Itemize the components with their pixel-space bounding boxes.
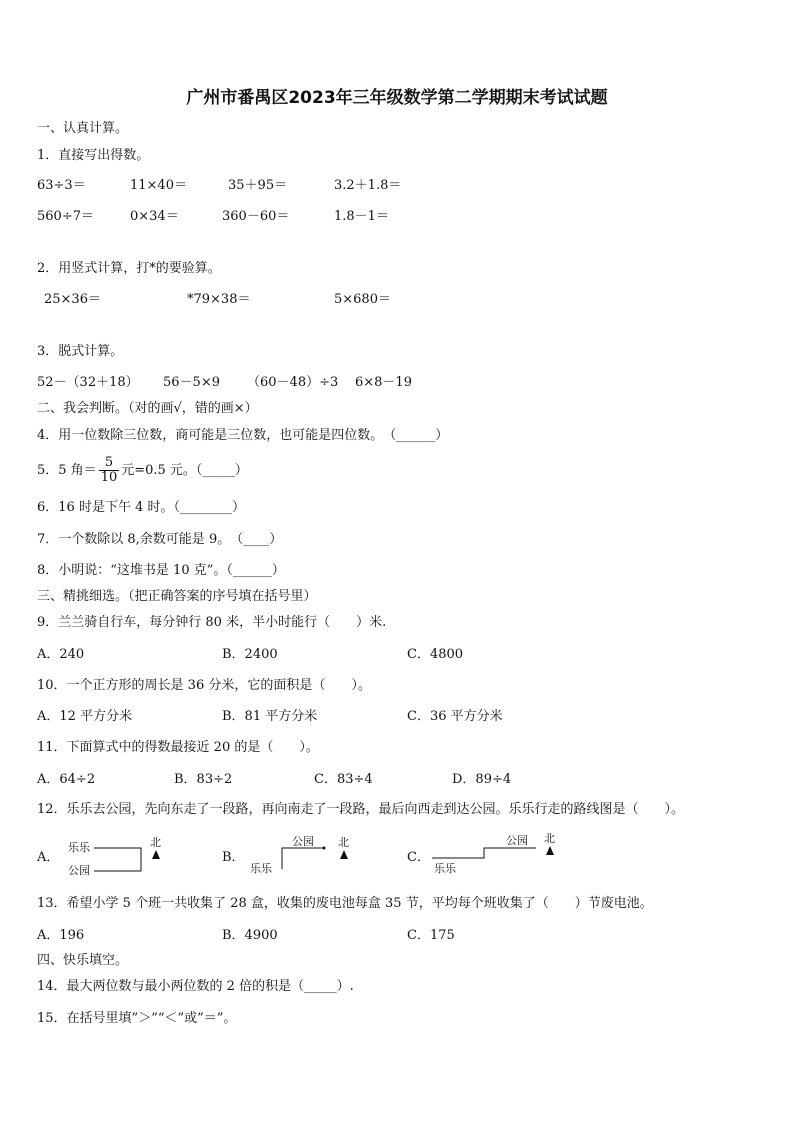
q13-option-a: A．196 xyxy=(37,928,85,943)
q2-item: 25×36＝ xyxy=(44,292,101,307)
q10-option-c: C．36 平方分米 xyxy=(407,709,503,724)
q1-item: 63÷3＝ xyxy=(37,178,86,193)
map-label-park: 公园 xyxy=(506,834,528,847)
q9-option-b: B．2400 xyxy=(222,647,278,662)
q2-item: 5×680＝ xyxy=(334,292,391,307)
q3-item: 52－（32＋18） xyxy=(37,375,139,390)
question-6: 6．16 时是下午 4 时。（________） xyxy=(37,500,245,515)
q12-map-b xyxy=(248,830,358,876)
question-1-label: 1．直接写出得数。 xyxy=(37,148,150,163)
q3-item: 56－5×9 xyxy=(163,375,220,390)
q12-option-b: B． xyxy=(222,850,245,865)
q3-item: （60－48）÷3 xyxy=(247,375,339,390)
q11-option-b: B．83÷2 xyxy=(174,772,233,787)
q10-option-a: A．12 平方分米 xyxy=(37,709,133,724)
north-arrow-icon xyxy=(546,846,554,855)
map-label-home: 乐乐 xyxy=(250,862,272,875)
map-label-north: 北 xyxy=(544,832,555,845)
fraction-numerator: 5 xyxy=(99,456,120,471)
q11-option-c: C．83÷4 xyxy=(314,772,373,787)
q1-item: 360－60＝ xyxy=(222,209,290,224)
q12-map-a xyxy=(66,834,171,878)
section-heading-3: 三、精挑细选。（把正确答案的序号填在括号里） xyxy=(37,589,317,604)
q12-map-c xyxy=(432,830,564,876)
q11-option-a: A．64÷2 xyxy=(37,772,96,787)
q1-item: 3.2＋1.8＝ xyxy=(334,178,402,193)
question-4: 4．用一位数除三位数，商可能是三位数，也可能是四位数。 （______） xyxy=(37,428,449,443)
map-label-park: 公园 xyxy=(292,835,314,848)
route-line xyxy=(94,848,141,871)
q1-item: 560÷7＝ xyxy=(37,209,94,224)
q10-option-b: B．81 平方分米 xyxy=(222,709,318,724)
map-label-home: 乐乐 xyxy=(434,862,456,875)
question-7: 7．一个数除以 8,余数可能是 9。 （____） xyxy=(37,532,283,547)
q9-option-a: A．240 xyxy=(37,647,85,662)
map-label-home: 乐乐 xyxy=(68,841,90,854)
fraction-denominator: 10 xyxy=(100,470,118,485)
north-arrow-icon xyxy=(340,850,348,859)
q12-option-a: A． xyxy=(37,850,60,865)
section-heading-2: 二、我会判断。（对的画√，错的画×） xyxy=(37,401,258,416)
question-2-label: 2．用竖式计算，打*的要验算。 xyxy=(37,261,221,276)
q9-option-c: C．4800 xyxy=(407,647,464,662)
map-label-park: 公园 xyxy=(68,864,90,877)
q5-suffix: 元=0.5 元。（_____） xyxy=(121,463,248,478)
question-10-stem: 10．一个正方形的周长是 36 分米，它的面积是（ ）。 xyxy=(37,678,371,693)
section-heading-4: 四、快乐填空。 xyxy=(37,953,129,968)
q13-option-c: C．175 xyxy=(407,928,455,943)
route-line xyxy=(432,848,536,858)
fraction xyxy=(99,456,120,485)
map-label-north: 北 xyxy=(338,836,349,849)
section-heading-1: 一、认真计算。 xyxy=(37,121,129,136)
question-13-stem: 13．希望小学 5 个班一共收集了 28 盒，收集的废电池每盒 35 节，平均每个班收集了（ ）节废电池。 xyxy=(37,896,653,911)
q1-item: 0×34＝ xyxy=(130,209,179,224)
route-line xyxy=(282,848,324,869)
q1-item: 11×40＝ xyxy=(130,178,187,193)
question-3-label: 3．脱式计算。 xyxy=(37,344,124,359)
q3-item: 6×8－19 xyxy=(355,375,412,390)
q12-option-c: C． xyxy=(407,850,430,865)
question-9-stem: 9．兰兰骑自行车，每分钟行 80 米，半小时能行（ ）米. xyxy=(37,615,387,630)
route-end-dot xyxy=(323,847,326,850)
question-14: 14．最大两位数与最小两位数的 2 倍的积是（_____）. xyxy=(37,979,354,994)
q11-option-d: D．89÷4 xyxy=(452,772,512,787)
question-8: 8．小明说：“这堆书是 10 克”。（______） xyxy=(37,563,285,578)
question-15: 15．在括号里填”＞”“＜”或”＝”。 xyxy=(37,1011,237,1026)
q5-prefix: 5．5 角＝ xyxy=(37,463,97,478)
north-arrow-icon xyxy=(152,850,160,859)
q13-option-b: B．4900 xyxy=(222,928,278,943)
question-12-stem: 12．乐乐去公园，先向东走了一段路，再向南走了一段路，最后向西走到达公园。乐乐行走的路线图是（ ）。 xyxy=(37,802,685,817)
q1-item: 35＋95＝ xyxy=(228,178,288,193)
page-title: 广州市番禺区2023年三年级数学第二学期期末考试试题 xyxy=(186,88,608,108)
map-label-north: 北 xyxy=(150,836,161,849)
q2-item: *79×38＝ xyxy=(187,292,251,307)
question-5 xyxy=(37,456,248,486)
question-11-stem: 11．下面算式中的得数最接近 20 的是（ ）。 xyxy=(37,740,319,755)
q1-item: 1.8－1＝ xyxy=(334,209,389,224)
